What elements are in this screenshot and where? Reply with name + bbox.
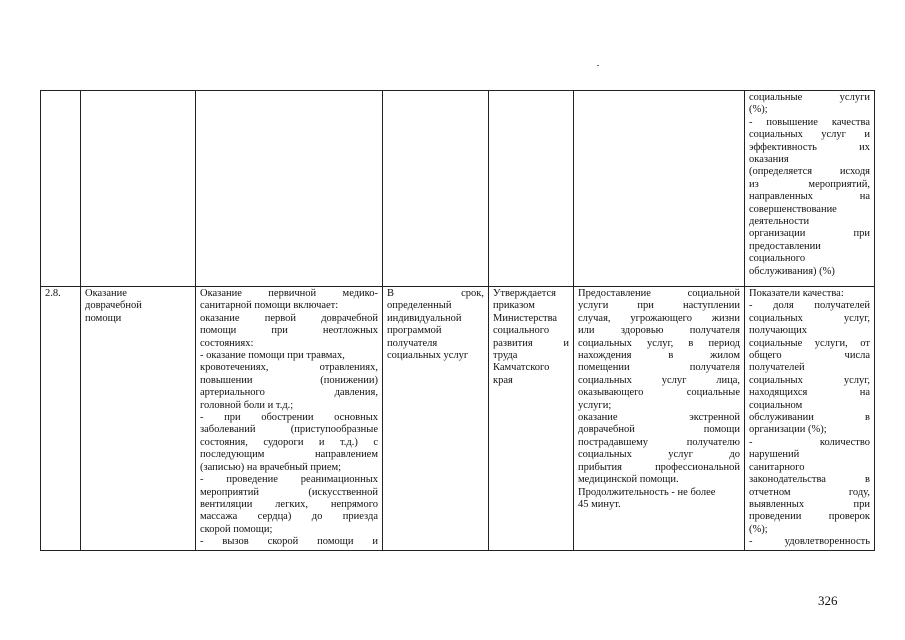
text-line: санитарной помощи включает: <box>200 300 339 312</box>
text-line: социальных услуг, в период <box>578 337 740 349</box>
cell-row-number <box>41 287 81 551</box>
text-line: социальные услуги, от <box>749 337 870 349</box>
text-line: артериального давления, <box>200 387 378 399</box>
text-line: Камчатского <box>493 362 550 374</box>
text-line: повышении (понижении) <box>200 374 378 386</box>
text-line: организации при <box>749 228 870 240</box>
text-line: развития и <box>493 337 569 349</box>
text-line: - при обострении основных <box>200 412 378 424</box>
text-line: направленных на <box>749 191 870 203</box>
text-line: нарушений <box>749 449 800 461</box>
text-line: Предоставление социальной <box>578 288 740 299</box>
text-line: - вызов скорой помощи и <box>200 536 378 548</box>
text-line: Продолжительность - не более <box>578 486 716 498</box>
text-line: Оказание первичной медико- <box>200 288 378 299</box>
cell-conditions <box>574 287 745 551</box>
text-line: - повышение качества <box>749 116 870 128</box>
text-line: отчетном году, <box>749 486 870 498</box>
text-line: услуги при наступлении <box>578 300 740 312</box>
text-line: социальных услуг, <box>749 374 870 386</box>
text-line: Министерства <box>493 312 558 324</box>
text-line: нахождения в жилом <box>578 350 740 362</box>
text-line: медицинской помощи. <box>578 474 679 486</box>
text-line: прибытия профессиональной <box>578 461 740 473</box>
text-line: мероприятий (искусственной <box>200 486 378 498</box>
page-number: 326 <box>818 593 838 608</box>
text-line: индивидуальной <box>387 312 462 324</box>
text-line: Показатели качества: <box>749 288 844 299</box>
text-line: (определяется исходя <box>749 166 870 178</box>
text-line: предоставлении <box>749 240 821 252</box>
text-line: 45 минут. <box>578 498 621 510</box>
text-line: социальных услуг <box>387 350 469 362</box>
text-line: массажа сердца) до приезда <box>200 511 378 523</box>
text-line: законодательства в <box>749 474 870 486</box>
text-line: программой <box>387 325 442 337</box>
text-line: помощи <box>85 312 122 324</box>
text-line: получателя <box>387 337 438 349</box>
text-line: из мероприятий, <box>749 178 870 190</box>
services-table <box>40 90 875 551</box>
text-line: помещении получателя <box>578 362 740 374</box>
cell-indicators-continuation <box>745 91 875 287</box>
text-line: доврачебной помощи <box>578 424 740 436</box>
text-line: края <box>493 374 513 386</box>
cell-tariff-empty <box>489 91 574 287</box>
text-line: оказание экстренной <box>578 412 740 424</box>
scan-speck <box>597 65 599 66</box>
text-line: социальном <box>749 399 803 411</box>
text-line: обслуживании в <box>749 412 870 424</box>
cell-quality-indicators <box>745 287 875 551</box>
text-line: социальных услуг, <box>749 312 870 324</box>
cell-service-name <box>81 287 196 551</box>
text-line: головной боли и т.д.; <box>200 399 294 411</box>
text-line: скорой помощи; <box>200 523 273 535</box>
table-row-2-8 <box>41 287 875 551</box>
text-line: социальных услуг лица, <box>578 374 740 386</box>
text-line: общего числа <box>749 350 870 362</box>
text-line: приказом <box>493 300 535 312</box>
text-line: доврачебной <box>85 300 142 312</box>
text-line: - количество <box>749 436 870 448</box>
text-line: - оказание помощи при травмах, <box>200 350 345 362</box>
text-line: санитарного <box>749 461 805 473</box>
text-line: случая, угрожающего жизни <box>578 312 740 324</box>
cell-description-empty <box>196 91 383 287</box>
text-line: (записью) на врачебный прием; <box>200 461 342 473</box>
text-line: помощи при неотложных <box>200 325 378 337</box>
text-line: или здоровью получателя <box>578 325 740 337</box>
text-line: оказания <box>749 154 789 166</box>
row-number: 2.8. <box>45 288 61 299</box>
text-line: - проведение реанимационных <box>200 474 378 486</box>
text-line: получающих <box>749 325 807 337</box>
text-line: организации (%); <box>749 424 827 436</box>
text-line: социальных услуг до <box>578 449 740 461</box>
text-line: (%); <box>749 523 768 535</box>
cell-deadline-empty <box>383 91 489 287</box>
text-line: труда <box>493 350 518 362</box>
text-line: состояниях: <box>200 337 254 349</box>
text-line: обслуживания) (%) <box>749 265 835 277</box>
text-line: определенный <box>387 300 452 312</box>
cell-number-empty <box>41 91 81 287</box>
text-line: оказывающего социальные <box>578 387 740 399</box>
text-line: социального <box>749 253 806 265</box>
cell-name-empty <box>81 91 196 287</box>
text-line: вентиляции легких, непрямого <box>200 498 378 510</box>
cell-service-description <box>196 287 383 551</box>
text-line: Утверждается <box>493 288 556 299</box>
text-line: находящихся на <box>749 387 870 399</box>
text-line: заболеваний (приступообразные <box>200 424 378 436</box>
text-line: пострадавшему получателю <box>578 436 740 448</box>
text-line: услуги; <box>578 399 612 411</box>
text-line: получателей <box>749 362 805 374</box>
table-row-continuation <box>41 91 875 287</box>
text-line: (%); <box>749 104 768 116</box>
text-line: - удовлетворенность <box>749 536 870 548</box>
cell-tariff <box>489 287 574 551</box>
text-line: выявленных при <box>749 498 870 510</box>
text-line: оказание первой доврачебной <box>200 312 378 324</box>
cell-conditions-empty <box>574 91 745 287</box>
text-line: деятельности <box>749 216 810 228</box>
text-line: проведении проверок <box>749 511 870 523</box>
cell-deadline <box>383 287 489 551</box>
text-line: Оказание <box>85 288 127 299</box>
text-line: социального <box>493 325 550 337</box>
text-line: - доля получателей <box>749 300 870 312</box>
text-line: совершенствование <box>749 203 837 215</box>
text-line: В срок, <box>387 288 484 299</box>
text-line: последующим направлением <box>200 449 378 461</box>
text-line: состояния, судороги и т.д.) с <box>200 436 378 448</box>
text-line: социальных услуг и <box>749 129 870 141</box>
text-line: кровотечениях, отравлениях, <box>200 362 378 374</box>
text-line: социальные услуги <box>749 92 870 103</box>
text-line: эффективность их <box>749 141 870 153</box>
